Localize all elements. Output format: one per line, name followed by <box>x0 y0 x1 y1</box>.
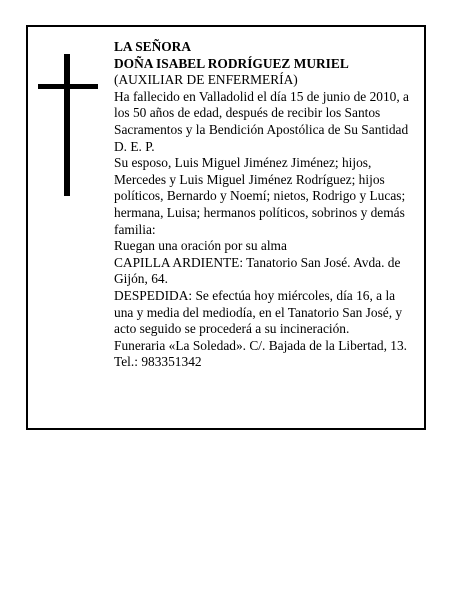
farewell-line: una y media del mediodía, en el Tanatorio San José, y <box>114 304 403 320</box>
death-announcement-line: Sacramentos y la Bendición Apostólica de Su Santidad <box>114 121 409 137</box>
death-announcement-line: los 50 años de edad, después de recibir los Santos <box>114 105 381 121</box>
deceased-name: DOÑA ISABEL RODRÍGUEZ MURIEL <box>114 55 349 71</box>
notice-heading: LA SEÑORA <box>114 39 192 54</box>
chapel-line: Gijón, 64. <box>114 271 168 287</box>
death-announcement-line: D. E. P. <box>114 138 155 154</box>
family-line: Su esposo, Luis Miguel Jiménez Jiménez; hijos, <box>114 155 372 171</box>
cross-horizontal-bar <box>38 84 98 89</box>
chapel-line: CAPILLA ARDIENTE: Tanatorio San José. Avda. de <box>114 254 401 270</box>
cross-vertical-bar <box>64 54 70 196</box>
funeral-home-line: Funeraria «La Soledad». C/. Bajada de la Libertad, 13. <box>114 337 408 353</box>
deceased-profession: (AUXILIAR DE ENFERMERÍA) <box>114 72 298 88</box>
farewell-line: acto seguido se procederá a su incineración. <box>114 321 350 337</box>
cross-icon <box>38 54 98 196</box>
family-line: familia: <box>114 221 156 237</box>
family-line: Mercedes y Luis Miguel Jiménez Rodríguez; hijos <box>114 171 385 187</box>
family-line: políticos, Bernardo y Noemí; nietos, Rodrigo y Lucas; <box>114 188 406 204</box>
prayer-request: Ruegan una oración por su alma <box>114 238 287 254</box>
farewell-line: DESPEDIDA: Se efectúa hoy miércoles, día 16, a la <box>114 287 396 303</box>
funeral-home-line: Tel.: 983351342 <box>114 354 202 370</box>
death-announcement-line: Ha fallecido en Valladolid el día 15 de junio de 2010, a <box>114 88 410 104</box>
family-line: hermana, Luisa; hermanos políticos, sobrinos y demás <box>114 204 405 220</box>
obituary-text <box>114 39 420 371</box>
